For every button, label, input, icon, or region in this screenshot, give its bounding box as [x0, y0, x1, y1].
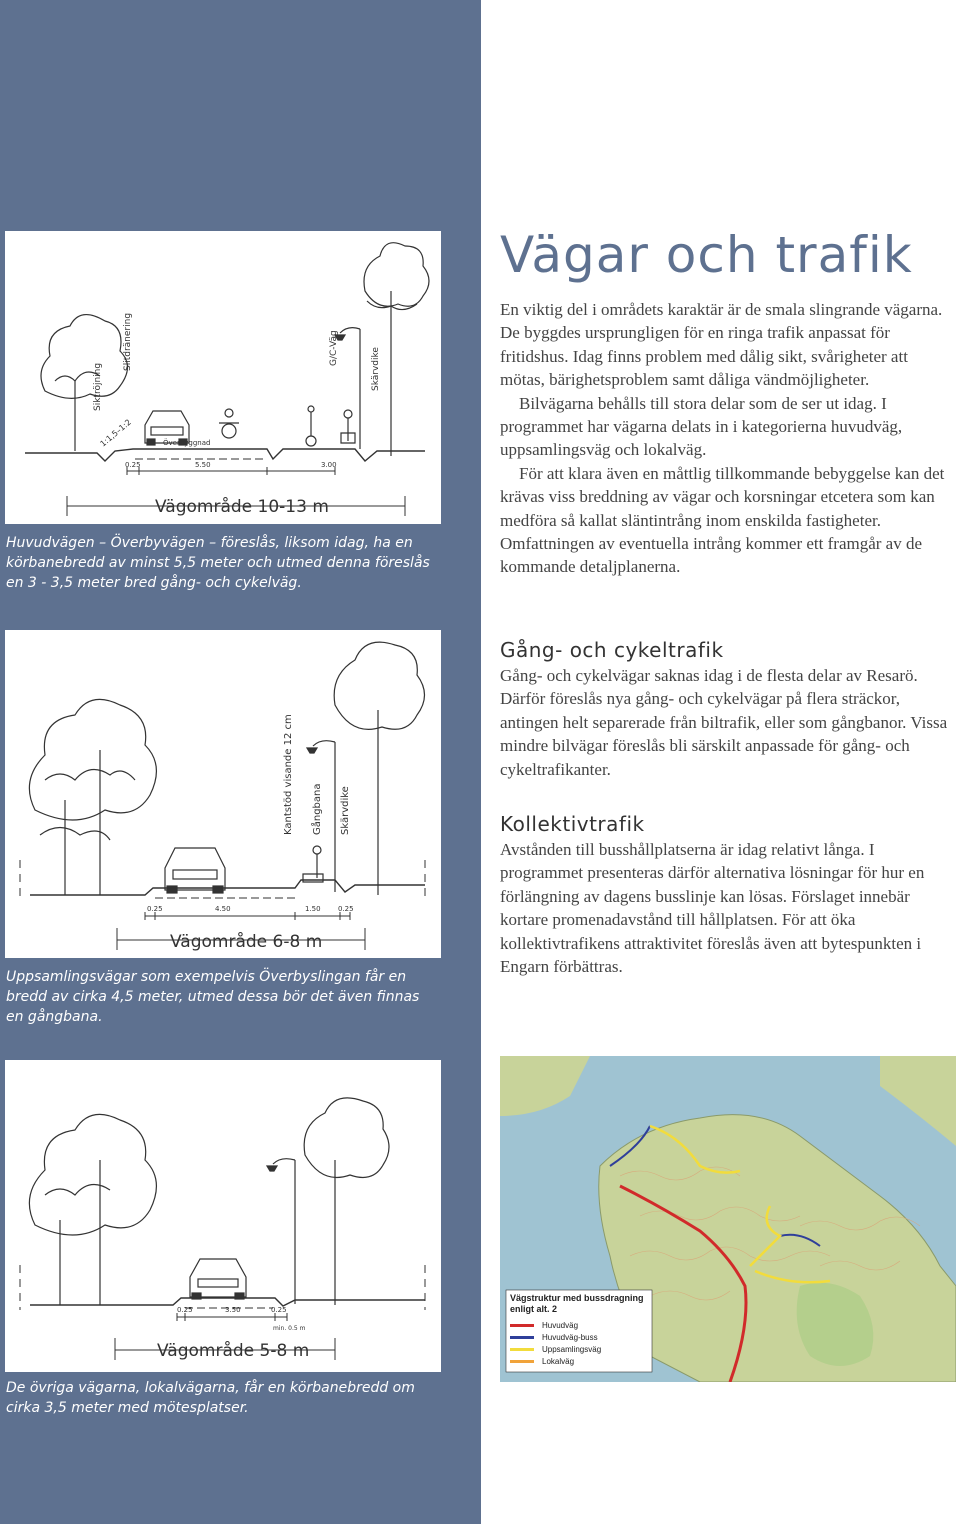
annotation-slope: 1:1,5–1:2 — [98, 417, 133, 449]
dimension-0-25-right: 0.25 — [338, 905, 354, 913]
legend-label: Lokalväg — [542, 1356, 575, 1366]
annotation-slitdranering: Slitdränering — [123, 312, 133, 371]
tree-icon — [29, 699, 156, 895]
legend-swatch — [510, 1324, 534, 1327]
section-kollektivtrafik — [500, 810, 956, 978]
street-lamp-icon — [267, 1159, 295, 1304]
dimension-3-50: 3.50 — [225, 1306, 241, 1314]
legend-label: Uppsamlingsväg — [542, 1344, 602, 1354]
legend-swatch — [510, 1348, 534, 1351]
road-section-drawing-2 — [5, 630, 441, 958]
intro-text — [500, 298, 956, 579]
road-area-label: Vägområde 10-13 m — [155, 497, 329, 517]
dimension-3-00: 3.00 — [321, 461, 337, 469]
road-section-drawing-3 — [5, 1060, 441, 1372]
legend-swatch — [510, 1360, 534, 1363]
dimension-1-50: 1.50 — [305, 905, 321, 913]
annotation-siktrojning: Siktröjning — [93, 362, 103, 411]
dimension-5-50: 5.50 — [195, 461, 211, 469]
legend-item — [510, 1355, 650, 1367]
dimension-0-25: 0.25 — [147, 905, 163, 913]
road-section-figure-2 — [5, 630, 441, 958]
legend-title: Vägstruktur med bussdragning enligt alt. 2 — [510, 1293, 644, 1314]
pedestrian-icon — [306, 406, 355, 446]
road-structure-map — [500, 1056, 956, 1382]
tree-icon — [29, 1114, 156, 1305]
dimension-0-25: 0.25 — [125, 461, 141, 469]
section-text: Avstånden till busshållplatserna är idag relativt långa. I programmet presenteras därför alternativa lösningar för hur en förlängning av dagens busslinje kan lösas. Förslaget innebär kortare promenadavstånd till hållplatsen. För att öka kollektivtrafikens attraktivitet föreslås även att bytespunkten i Engarn förbättras. — [500, 840, 925, 977]
annotation-gc-vag: G/C-Väg — [329, 330, 339, 366]
legend-label: Huvudväg-buss — [542, 1332, 598, 1342]
dimension-4-50: 4.50 — [215, 905, 231, 913]
section-text: Gång- och cykelvägar saknas idag i de flesta delar av Resarö. Därför föreslås nya gång- och cykelvägar på flera sträckor, antingen helt separerade från biltrafik, eller som gångbanor. Vissa mindre bilvägar föreslås bli särskilt anpassade för gång- och cykeltrafikanter. — [500, 666, 948, 779]
figure-1-caption: Huvudvägen – Överbyvägen – föreslås, liksom idag, ha en körbanebredd av minst 5,5 meter och utmed denna föreslås en 3 - 3,5 meter bred gång- och cykelväg. — [6, 535, 430, 591]
road-section-figure-3 — [5, 1060, 441, 1372]
motorcyclist-icon — [219, 409, 239, 438]
road-section-figure-1 — [5, 231, 441, 524]
tree-icon — [304, 1098, 389, 1305]
car-icon — [165, 848, 225, 893]
legend-swatch — [510, 1336, 534, 1339]
legend-label: Huvudväg — [542, 1320, 579, 1330]
section-heading: Kollektivtrafik — [500, 812, 645, 836]
annotation-skarvdike: Skärvdike — [340, 786, 351, 835]
map-legend — [510, 1293, 650, 1367]
legend-items — [510, 1319, 650, 1367]
page-title: Vägar och trafik — [500, 226, 913, 284]
annotation-gangbana: Gångbana — [312, 783, 323, 835]
road-section-drawing-1 — [5, 231, 441, 524]
car-icon — [190, 1259, 246, 1299]
annotation-kantstod: Kantstöd visande 12 cm — [283, 714, 294, 835]
section-heading: Gång- och cykeltrafik — [500, 638, 724, 662]
legend-item — [510, 1319, 650, 1331]
dimension-min-0-5: min. 0.5 m — [273, 1325, 306, 1332]
annotation-overbyggnad: Överbyggnad — [163, 439, 211, 447]
annotation-skarvdike: Skärvdike — [371, 347, 381, 391]
intro-paragraph-3: För att klara även en måttlig tillkommande bebyggelse kan det krävas viss breddning av vägar och korsningar etcetera som kan medföra så kallat släntintrång inom enskilda fastigheter. Omfattningen av eventuella intrång kommer ett framgår av de kommande detaljplanerna. — [500, 463, 945, 577]
section-gang-cykel — [500, 636, 956, 781]
legend-item — [510, 1331, 650, 1343]
dimension-0-25: 0.25 — [177, 1306, 193, 1314]
intro-paragraph-2: Bilvägarna behålls till stora delar som de ser ut idag. I programmet har vägarna delats in i kategorierna huvudväg, uppsamlingsväg och lokalväg. — [500, 393, 903, 460]
pedestrian-icon — [303, 846, 323, 882]
legend-item — [510, 1343, 650, 1355]
intro-paragraph-1: En viktig del i områdets karaktär är de smala slingrande vägarna. De byggdes ursprungligen för en ringa trafik anpassat för fritidshus. Idag finns problem med dålig sikt, svårigheter att mötas, bärighetsproblem samt dåliga vändmöjligheter. — [500, 300, 943, 390]
figure-2-caption: Uppsamlingsvägar som exempelvis Överbyslingan får en bredd av cirka 4,5 meter, utmed dessa bör det även finnas en gångbana. — [6, 969, 420, 1025]
dimension-0-25-right: 0.25 — [271, 1306, 287, 1314]
road-area-label: Vägområde 5-8 m — [157, 1341, 310, 1361]
tree-icon — [334, 642, 424, 895]
road-area-label: Vägområde 6-8 m — [170, 932, 323, 952]
figure-3-caption: De övriga vägarna, lokalvägarna, får en körbanebredd om cirka 3,5 meter med mötesplatser. — [6, 1380, 415, 1416]
